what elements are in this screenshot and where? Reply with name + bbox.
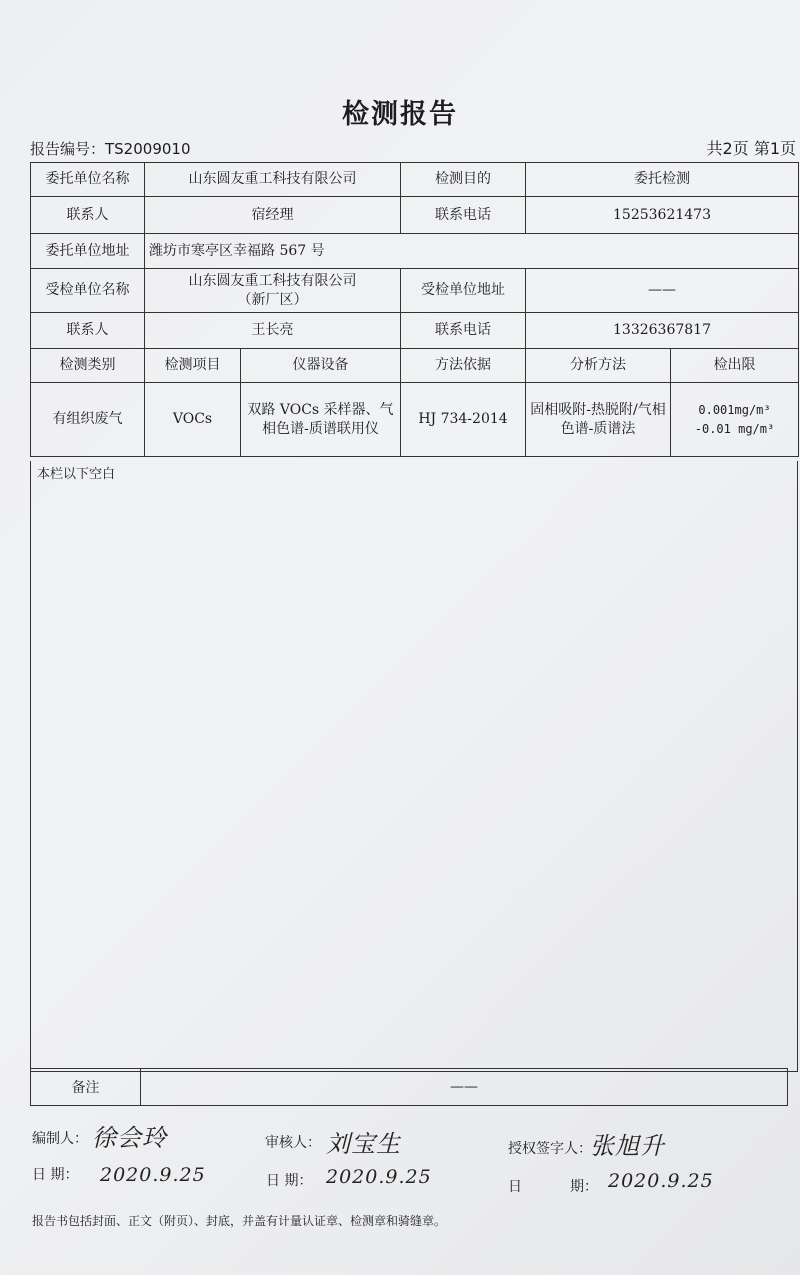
phone-number: 15253621473 [526, 197, 799, 234]
test-table-row [31, 383, 799, 457]
purpose: 委托检测 [526, 163, 799, 197]
header-limit: 检出限 [671, 349, 799, 383]
inspected-name-label: 受检单位名称 [31, 269, 145, 313]
footer-note: 报告书包括封面、正文（附页）、封底，并盖有计量认证章、检测章和骑缝章。 [32, 1214, 447, 1228]
inspected-name-line1: 山东圆友重工科技有限公司 [188, 272, 357, 289]
header-category: 检测类别 [31, 349, 145, 383]
test-limit [671, 383, 799, 457]
document-title: 检测报告 [342, 99, 458, 130]
table-row [31, 313, 799, 349]
header-item: 检测项目 [145, 349, 241, 383]
authorized-date-label-1: 日 [508, 1179, 522, 1195]
purpose-label: 检测目的 [401, 163, 526, 197]
test-equipment: 双路 VOCs 采样器、气相色谱-质谱联用仪 [241, 383, 401, 457]
contact-label: 联系人 [31, 197, 145, 234]
table-row [31, 163, 799, 197]
reviewed-by-label: 审核人： [265, 1135, 321, 1151]
report-number: 报告编号：TS2009010 [30, 140, 191, 158]
reviewed-by-signature: 刘宝生 [326, 1130, 401, 1158]
header-method: 方法依据 [401, 349, 526, 383]
prepared-by-label: 编制人： [32, 1131, 88, 1147]
header-equipment: 仪器设备 [241, 349, 401, 383]
test-table-header [31, 349, 799, 383]
inspected-name-line2: （新厂区） [237, 291, 308, 308]
table-row [31, 269, 799, 313]
prepared-by-signature: 徐会玲 [92, 1124, 167, 1152]
header-analysis: 分析方法 [526, 349, 671, 383]
reviewed-date: 2020.9.25 [326, 1166, 432, 1188]
client-name: 山东圆友重工科技有限公司 [145, 163, 401, 197]
contact-name: 宿经理 [145, 197, 401, 234]
blank-note: 本栏以下空白 [37, 467, 116, 482]
reviewed-date-label: 日 期： [266, 1173, 313, 1189]
prepared-date-label: 日 期： [32, 1167, 79, 1183]
client-name-label: 委托单位名称 [31, 163, 145, 197]
client-address: 潍坊市寒亭区幸福路 567 号 [145, 234, 799, 269]
blank-area [30, 461, 798, 1072]
inspected-address: —— [526, 269, 799, 313]
phone-number: 13326367817 [526, 313, 799, 349]
remarks-label: 备注 [31, 1069, 141, 1106]
remarks-value: —— [141, 1069, 788, 1106]
phone-label: 联系电话 [401, 197, 526, 234]
test-method: HJ 734-2014 [401, 383, 526, 457]
table-row [31, 234, 799, 269]
test-limit-line2: -0.01 mg/m³ [694, 421, 775, 436]
test-item: VOCs [145, 383, 241, 457]
authorized-date-label-2: 期： [570, 1179, 598, 1195]
prepared-date: 2020.9.25 [100, 1164, 206, 1186]
client-address-label: 委托单位地址 [31, 234, 145, 269]
authorized-by-label: 授权签字人： [508, 1141, 592, 1157]
remarks-table [30, 1068, 788, 1106]
inspected-address-label: 受检单位地址 [401, 269, 526, 313]
table-row [31, 197, 799, 234]
test-limit-line1: 0.001mg/m³ [698, 402, 771, 417]
info-table [30, 162, 799, 457]
contact-name: 王长亮 [145, 313, 401, 349]
phone-label: 联系电话 [401, 313, 526, 349]
contact-label: 联系人 [31, 313, 145, 349]
authorized-by-signature: 张旭升 [590, 1132, 665, 1160]
authorized-date: 2020.9.25 [608, 1170, 714, 1192]
inspected-name [145, 269, 401, 313]
remarks-row [31, 1069, 788, 1106]
page-count: 共2页 第1页 [706, 139, 796, 158]
test-analysis: 固相吸附-热脱附/气相色谱-质谱法 [526, 383, 671, 457]
test-category: 有组织废气 [31, 383, 145, 457]
